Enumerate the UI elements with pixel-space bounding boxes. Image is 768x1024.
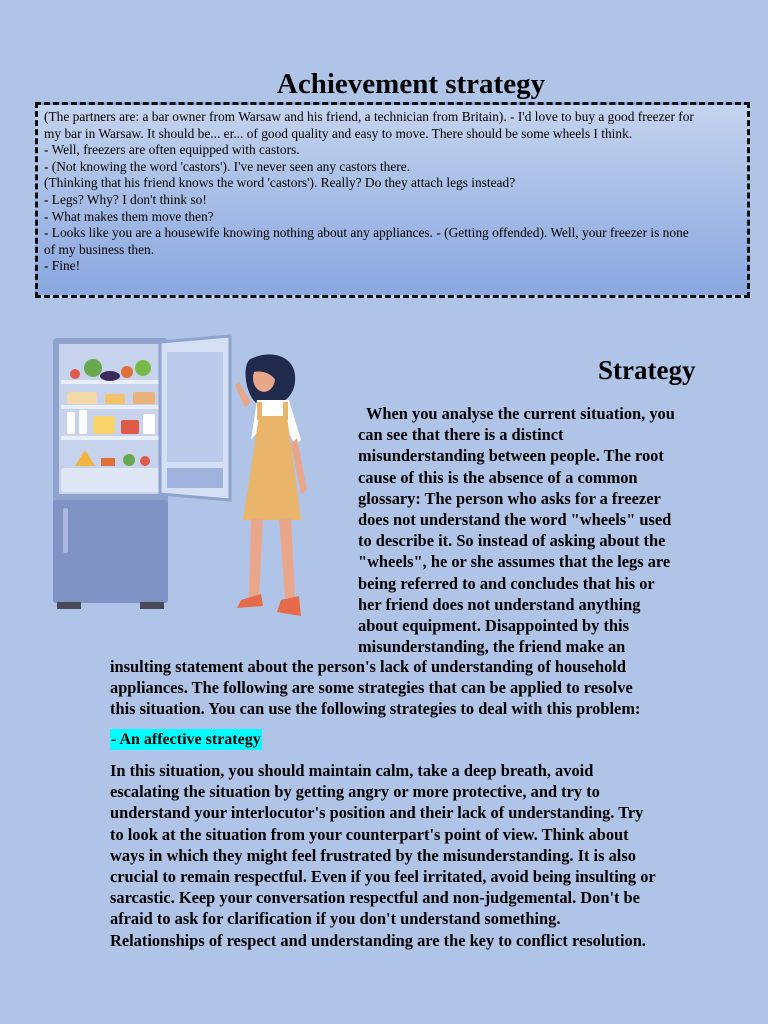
- text-line: appliances. The following are some strategies that can be applied to resolve: [110, 678, 633, 698]
- dialog-line: - Fine!: [44, 258, 81, 274]
- dialog-line: - Legs? Why? I don't think so!: [44, 191, 207, 207]
- text-line: Relationships of respect and understanding are the key to conflict resolution.: [110, 930, 646, 950]
- dialog-line: - Looks like you are a housewife knowing nothing about any appliances. - (Getting offended). Well, your freezer is none: [44, 225, 689, 241]
- section-title: Strategy: [598, 355, 696, 385]
- intro-paragraph-continued: [110, 656, 730, 720]
- woman-figure: [235, 354, 307, 616]
- text-line: cause of this is the absence of a common: [358, 467, 638, 487]
- text-line: about equipment. Disappointed by this: [358, 616, 629, 636]
- text-line: this situation. You can use the following strategies to deal with this problem:: [110, 699, 641, 719]
- affective-strategy-heading: - An affective strategy: [111, 731, 261, 748]
- text-line: In this situation, you should maintain calm, take a deep breath, avoid: [110, 761, 594, 780]
- affective-paragraph: [110, 760, 728, 951]
- text-line: to describe it. So instead of asking about the: [358, 531, 666, 551]
- text-line: to look at the situation from your counterpart's point of view. Think about: [110, 824, 629, 844]
- text-line: understand your interlocutor's position and their lack of understanding. Try: [110, 803, 644, 823]
- dialog-line: - Well, freezers are often equipped with castors.: [44, 142, 300, 158]
- dialog-line: - What makes them move then?: [44, 208, 214, 224]
- text-line: her friend does not understand anything: [358, 594, 641, 614]
- text-line: does not understand the word "wheels" used: [358, 510, 672, 530]
- dialog-line: my bar in Warsaw. It should be... er... of good quality and easy to move. There should be some wheels I think.: [44, 125, 633, 141]
- text-line: ways in which they might feel frustrated by the misunderstanding. It is also: [110, 845, 636, 865]
- text-line: glossary: The person who asks for a freezer: [358, 488, 661, 508]
- dialog-line: (Thinking that his friend knows the word 'castors'). Really? Do they attach legs instead?: [44, 175, 516, 191]
- dialog-line: (The partners are: a bar owner from Warsaw and his friend, a technician from Britain). - I'd love to buy a good freezer for: [44, 109, 694, 124]
- text-line: sarcastic. Keep your conversation respectful and non-judgemental. Don't be: [110, 888, 640, 908]
- fridge-door: [160, 336, 230, 500]
- text-line: insulting statement about the person's lack of understanding of household: [110, 657, 626, 676]
- dialog-line: of my business then.: [44, 241, 155, 257]
- page-title: Achievement strategy: [276, 68, 546, 100]
- text-line: misunderstanding, the friend make an: [358, 637, 626, 657]
- fridge-woman-illustration: [45, 330, 320, 630]
- text-line: "wheels", he or she assumes that the legs are: [358, 552, 671, 572]
- dialog-box: [35, 102, 750, 298]
- dialog-line: - (Not knowing the word 'castors'). I've never seen any castors there.: [44, 158, 411, 174]
- fridge-icon: [53, 338, 168, 609]
- intro-paragraph: [358, 403, 720, 657]
- text-line: afraid to ask for clarification if you don't understand something.: [110, 909, 561, 929]
- text-line: When you analyse the current situation, you: [366, 404, 675, 423]
- text-line: crucial to remain respectful. Even if you feel irritated, avoid being insulting or: [110, 867, 656, 887]
- text-line: misunderstanding between people. The root: [358, 446, 664, 466]
- text-line: can see that there is a distinct: [358, 425, 564, 445]
- text-line: being referred to and concludes that his or: [358, 573, 655, 593]
- text-line: escalating the situation by getting angry or more protective, and try to: [110, 782, 600, 802]
